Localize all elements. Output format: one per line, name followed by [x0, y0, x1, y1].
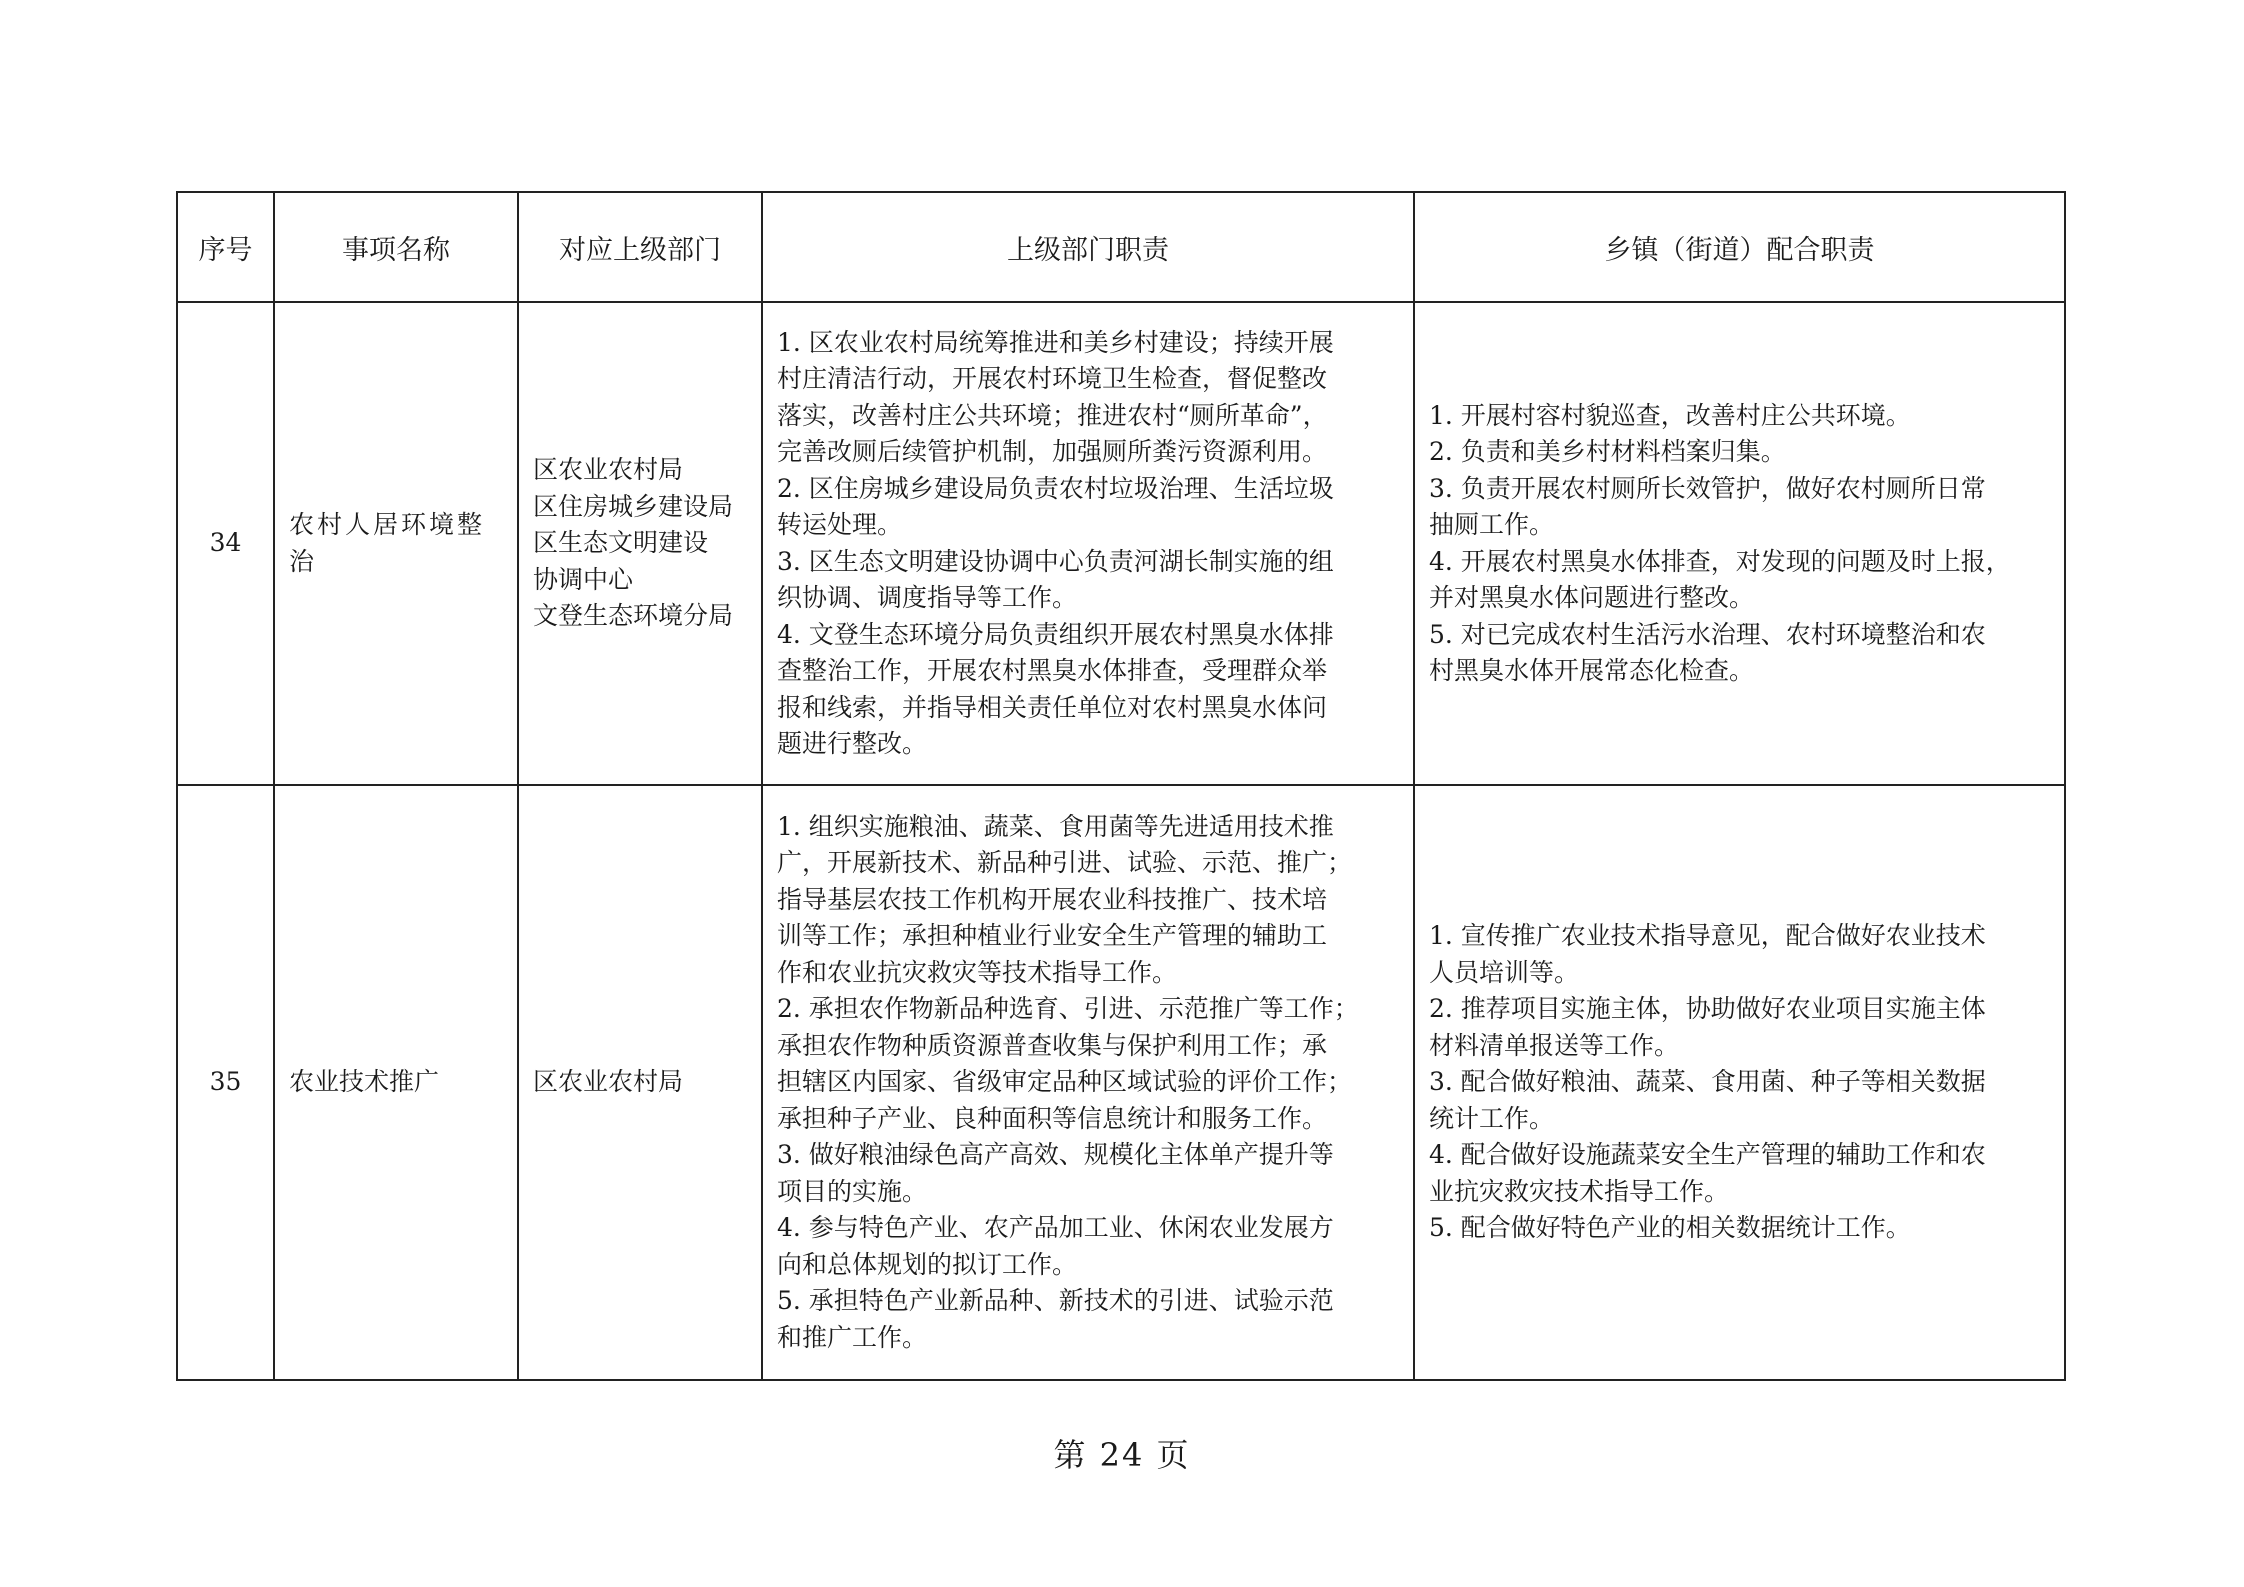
- coop-line: 并对黑臭水体问题进行整改。: [1429, 583, 1755, 612]
- coop-line: 业抗灾救灾技术指导工作。: [1429, 1176, 1730, 1206]
- duty-line: 1. 区农业农村局统筹推进和美乡村建设；持续开展: [777, 327, 1334, 357]
- table-row: [177, 302, 2065, 785]
- coop-line: 1. 开展村容村貌巡查，改善村庄公共环境。: [1429, 400, 1911, 430]
- superior-dept: [518, 302, 762, 785]
- duty-line: 完善改厕后续管护机制，加强厕所粪污资源利用。: [777, 437, 1328, 466]
- responsibility-table: [176, 191, 2066, 1381]
- duty-line: 承担农作物种质资源普查收集与保护利用工作；承: [777, 1030, 1328, 1060]
- coop-line: 2. 推荐项目实施主体，协助做好农业项目实施主体: [1429, 994, 1986, 1024]
- table-header-row: [177, 192, 2065, 302]
- superior-duties: [762, 302, 1414, 785]
- dept-line: 区住房城乡建设局: [533, 491, 734, 521]
- header-superior-dept: 对应上级部门: [518, 192, 762, 302]
- coop-line: 抽厕工作。: [1429, 510, 1555, 539]
- duty-line: 织协调、调度指导等工作。: [777, 583, 1078, 612]
- duty-line: 落实，改善村庄公共环境；推进农村“厕所革命”，: [777, 400, 1328, 430]
- item-name-line: 治: [289, 546, 315, 576]
- duty-line: 查整治工作，开展农村黑臭水体排查，受理群众举: [777, 656, 1328, 685]
- item-name: [274, 785, 518, 1380]
- item-name: [274, 302, 518, 785]
- township-duties: [1414, 302, 2065, 785]
- duty-line: 广，开展新技术、新品种引进、试验、示范、推广；: [777, 848, 1353, 878]
- duty-line: 4. 文登生态环境分局负责组织开展农村黑臭水体排: [777, 619, 1334, 649]
- township-duties: [1414, 785, 2065, 1380]
- duty-line: 3. 做好粮油绿色高产高效、规模化主体单产提升等: [777, 1140, 1334, 1170]
- dept-line: 区生态文明建设: [533, 528, 709, 558]
- page-number: 第 24 页: [1053, 1436, 1191, 1474]
- coop-line: 统计工作。: [1429, 1103, 1555, 1133]
- coop-line: 2. 负责和美乡村材料档案归集。: [1429, 437, 1786, 466]
- duty-line: 报和线索，并指导相关责任单位对农村黑臭水体问: [777, 692, 1328, 722]
- item-name-line: 农村人居环境整: [289, 510, 486, 539]
- row-number: 35: [177, 785, 274, 1380]
- item-name-line: 农业技术推广: [289, 1067, 440, 1097]
- header-superior-duties: 上级部门职责: [762, 192, 1414, 302]
- duty-line: 题进行整改。: [777, 729, 928, 758]
- duty-line: 村庄清洁行动，开展农村环境卫生检查，督促整改: [777, 364, 1328, 393]
- dept-line: 区农业农村局: [533, 455, 684, 485]
- coop-line: 3. 配合做好粮油、蔬菜、食用菌、种子等相关数据: [1429, 1067, 1986, 1097]
- duty-line: 转运处理。: [777, 510, 903, 539]
- duty-line: 和推广工作。: [777, 1322, 928, 1352]
- dept-line: 协调中心: [533, 564, 634, 594]
- coop-line: 人员培训等。: [1429, 957, 1580, 987]
- coop-line: 5. 对已完成农村生活污水治理、农村环境整治和农: [1429, 619, 1986, 649]
- coop-line: 材料清单报送等工作。: [1429, 1030, 1680, 1060]
- duty-line: 项目的实施。: [777, 1176, 928, 1206]
- duty-line: 指导基层农技工作机构开展农业科技推广、技术培: [777, 884, 1328, 914]
- duty-line: 作和农业抗灾救灾等技术指导工作。: [777, 957, 1178, 987]
- duty-line: 5. 承担特色产业新品种、新技术的引进、试验示范: [777, 1286, 1334, 1316]
- coop-line: 4. 开展农村黑臭水体排查，对发现的问题及时上报，: [1429, 546, 2011, 576]
- duty-line: 4. 参与特色产业、农产品加工业、休闲农业发展方: [777, 1213, 1334, 1243]
- duty-line: 3. 区生态文明建设协调中心负责河湖长制实施的组: [777, 546, 1334, 576]
- superior-duties: [762, 785, 1414, 1380]
- table-row: [177, 785, 2065, 1380]
- duty-line: 2. 区住房城乡建设局负责农村垃圾治理、生活垃圾: [777, 473, 1334, 503]
- duty-line: 1. 组织实施粮油、蔬菜、食用菌等先进适用技术推: [777, 811, 1334, 841]
- coop-line: 1. 宣传推广农业技术指导意见，配合做好农业技术: [1429, 921, 1986, 951]
- coop-line: 3. 负责开展农村厕所长效管护，做好农村厕所日常: [1429, 473, 1986, 503]
- row-number: 34: [177, 302, 274, 785]
- duty-line: 担辖区内国家、省级审定品种区域试验的评价工作；: [777, 1067, 1353, 1097]
- coop-line: 4. 配合做好设施蔬菜安全生产管理的辅助工作和农: [1429, 1140, 1986, 1170]
- duty-line: 承担种子产业、良种面积等信息统计和服务工作。: [777, 1103, 1328, 1133]
- dept-line: 区农业农村局: [533, 1067, 684, 1097]
- duty-line: 向和总体规划的拟订工作。: [777, 1249, 1078, 1279]
- coop-line: 村黑臭水体开展常态化检查。: [1429, 656, 1755, 685]
- header-number: 序号: [177, 192, 274, 302]
- coop-line: 5. 配合做好特色产业的相关数据统计工作。: [1429, 1213, 1911, 1243]
- dept-line: 文登生态环境分局: [533, 601, 734, 631]
- duty-line: 训等工作；承担种植业行业安全生产管理的辅助工: [777, 921, 1328, 951]
- superior-dept: [518, 785, 762, 1380]
- header-item-name: 事项名称: [274, 192, 518, 302]
- header-township-duties: 乡镇（街道）配合职责: [1414, 192, 2065, 302]
- duty-line: 2. 承担农作物新品种选育、引进、示范推广等工作；: [777, 994, 1359, 1024]
